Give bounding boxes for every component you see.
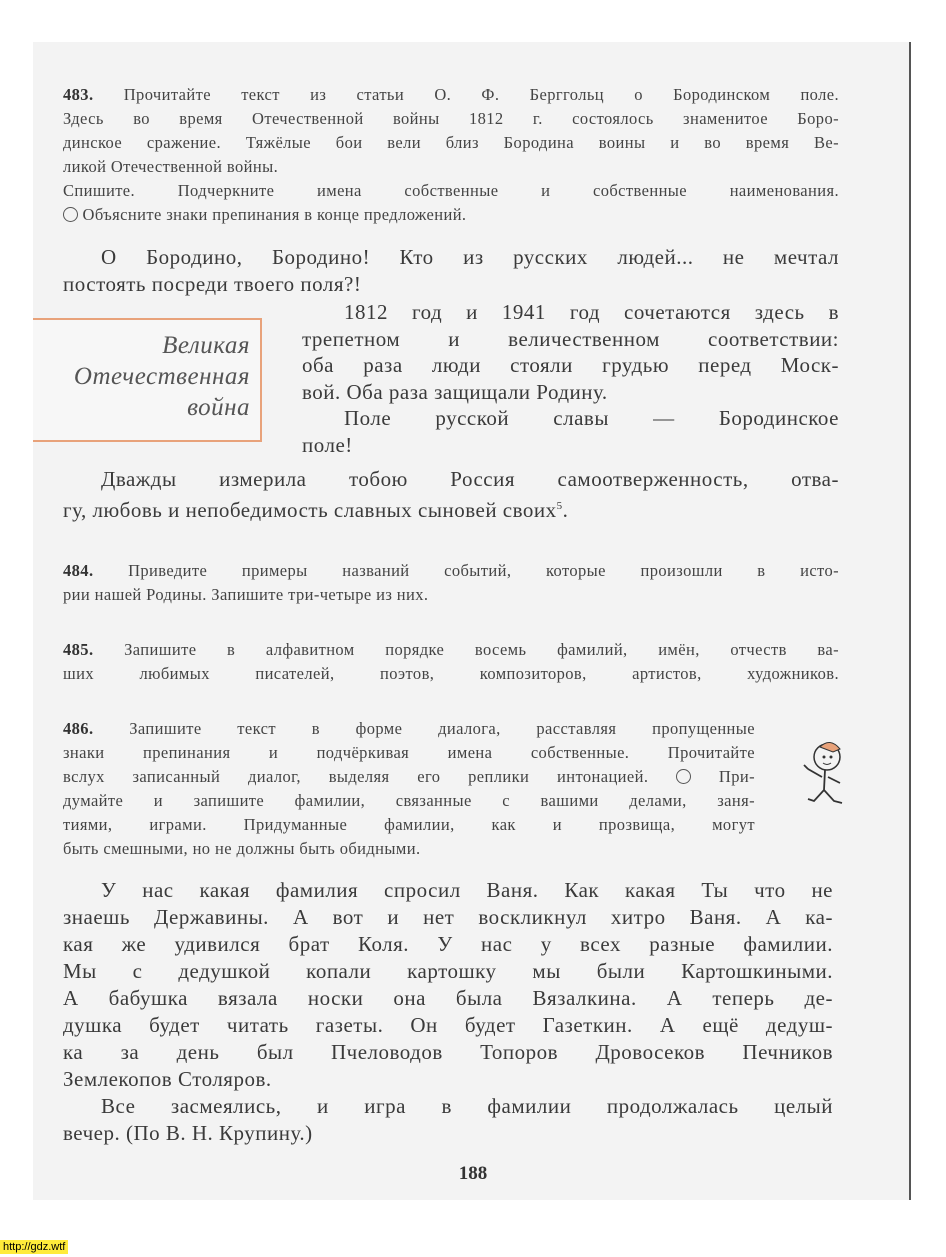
text-483-top xyxy=(63,244,839,297)
exercise-483 xyxy=(63,83,839,227)
task-line: ликой Отечественной войны. xyxy=(63,157,279,176)
exercise-484 xyxy=(63,559,839,607)
text-line: вечер. (По В. Н. Крупину.) xyxy=(63,1121,313,1145)
circle-icon xyxy=(63,207,78,222)
task-line: ших любимых писателей, поэтов, композиторов, артистов, художников. xyxy=(63,664,839,683)
text-line: О Бородино, Бородино! Кто из русских людей... не мечтал xyxy=(101,245,839,269)
task-line: Прочитайте текст из статьи О. Ф. Берггольц о Бородинском поле. xyxy=(123,85,839,104)
text-line: ка за день был Пчеловодов Топоров Дровосеков Печников xyxy=(63,1040,833,1064)
task-line: динское сражение. Тяжёлые бои вели близ Бородина воины и во время Ве- xyxy=(63,133,839,152)
text-line: Поле русской славы — Бородинское xyxy=(344,406,839,430)
exercise-number: 486. xyxy=(63,719,94,738)
task-line: Объясните знаки препинания в конце предложений. xyxy=(82,205,467,224)
text-line: трепетном и величественном соответствии: xyxy=(302,326,839,351)
text-line: Все засмеялись, и игра в фамилии продолжалась целый xyxy=(101,1094,833,1118)
exercise-485 xyxy=(63,638,839,686)
text-line: постоять посреди твоего поля?! xyxy=(63,271,362,296)
task-line: тиями, играми. Придуманные фамилии, как и прозвища, могут xyxy=(63,815,755,834)
box-line: Отечественная xyxy=(73,363,250,390)
task-line: думайте и запишите фамилии, связанные с вашими делами, заня- xyxy=(63,791,755,810)
circle-icon xyxy=(676,769,691,784)
task-line: Приведите примеры названий событий, которые произошли в исто- xyxy=(128,561,839,580)
task-line: Спишите. Подчеркните имена собственные и собственные наименования. xyxy=(63,181,839,200)
cartoon-boy-illustration xyxy=(800,735,850,810)
text-line: кая же удивился брат Коля. У нас у всех разные фамилии. xyxy=(63,932,833,956)
task-line: Запишите в алфавитном порядке восемь фамилий, имён, отчеств ва- xyxy=(124,640,839,659)
box-line: Великая xyxy=(162,332,250,359)
exercise-number: 483. xyxy=(63,85,94,104)
text-line: Дважды измерила тобою Россия самоотверженность, отва- xyxy=(101,467,839,491)
footnote-mark: 5 xyxy=(556,499,563,512)
text-line: вой. Оба раза защищали Родину. xyxy=(302,379,608,404)
text-line: оба раза люди стояли грудью перед Моск- xyxy=(302,353,839,377)
task-line: рии нашей Родины. Запишите три-четыре из них. xyxy=(63,585,429,604)
text-line: Мы с дедушкой копали картошку мы были Картошкиными. xyxy=(63,959,833,983)
text-punct: . xyxy=(562,497,569,522)
page-number: 188 xyxy=(458,1163,488,1184)
exercise-number: 484. xyxy=(63,561,94,580)
text-line: гу, любовь и непобедимость славных сыновей своих xyxy=(63,497,557,522)
text-line: душка будет читать газеты. Он будет Газеткин. А ещё дедуш- xyxy=(63,1013,833,1037)
task-line: быть смешными, но не должны быть обидными. xyxy=(63,839,421,858)
source-link[interactable]: http://gdz.wtf xyxy=(0,1240,68,1254)
text-486 xyxy=(63,877,833,1147)
text-line: У нас какая фамилия спросил Ваня. Как какая Ты что не xyxy=(101,878,833,902)
text-line: знаешь Державины. А вот и нет воскликнул хитро Ваня. А ка- xyxy=(63,905,833,929)
text-483-bottom xyxy=(63,466,839,523)
task-line: При- xyxy=(718,767,755,786)
text-line: 1812 год и 1941 год сочетаются здесь в xyxy=(344,300,839,324)
exercise-number: 485. xyxy=(63,640,94,659)
task-line: знаки препинания и подчёркивая имена собственные. Прочитайте xyxy=(63,743,755,762)
task-line: вслух записанный диалог, выделяя его реплики интонацией. xyxy=(63,767,649,786)
text-line: А бабушка вязала носки она была Вязалкина. А теперь де- xyxy=(63,986,833,1010)
task-line: Здесь во время Отечественной войны 1812 г. состоялось знаменитое Боро- xyxy=(63,109,839,128)
task-line: Запишите текст в форме диалога, расставляя пропущенные xyxy=(129,719,755,738)
text-483-right xyxy=(302,299,839,458)
exercise-486 xyxy=(63,717,755,861)
text-line: Землекопов Столяров. xyxy=(63,1067,272,1091)
box-line: война xyxy=(187,394,250,421)
topic-box xyxy=(33,318,262,442)
text-line: поле! xyxy=(302,432,353,457)
